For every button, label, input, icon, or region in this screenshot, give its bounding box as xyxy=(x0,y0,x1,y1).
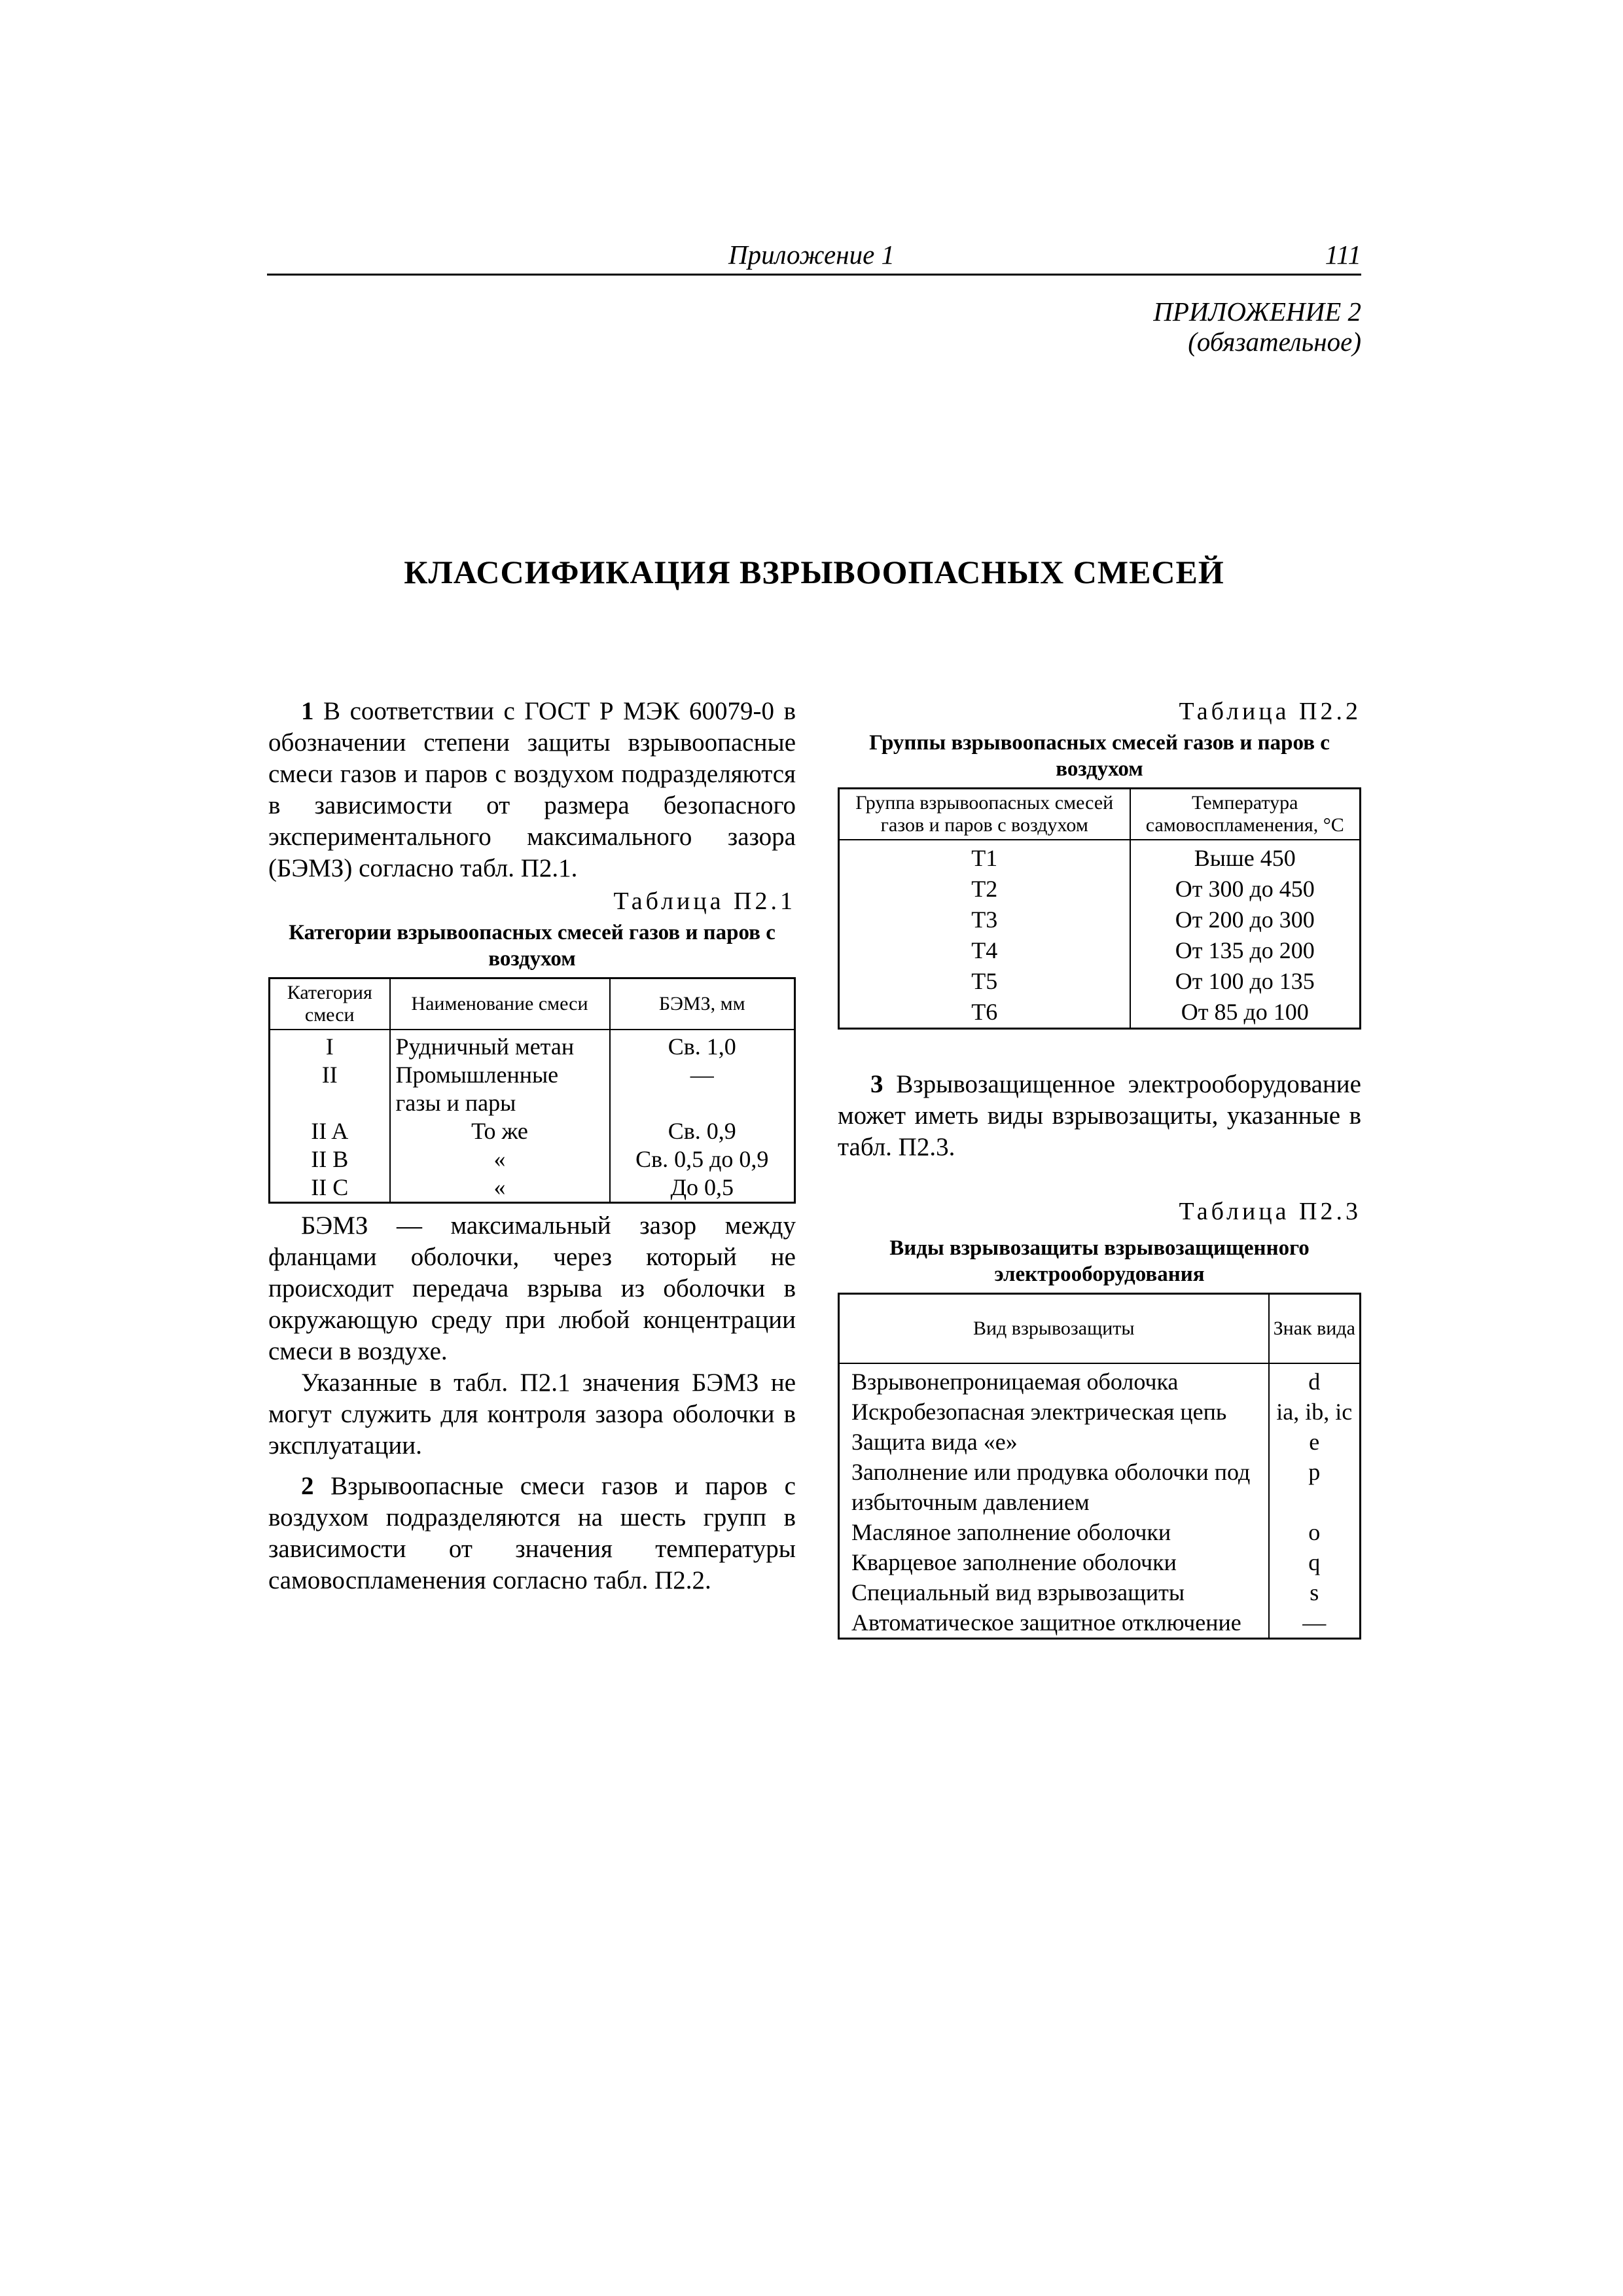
appendix-note: (обязательное) xyxy=(1188,327,1361,357)
table-cell: От 300 до 450 xyxy=(1130,874,1361,905)
table-cell: ia, ib, ic xyxy=(1269,1397,1361,1427)
table-header-cell: Категория смеси xyxy=(270,978,390,1030)
table-cell: p xyxy=(1269,1457,1361,1517)
table-cell: Кварцевое заполнение оболочки xyxy=(839,1547,1269,1577)
table-row xyxy=(839,997,1361,1029)
table-cell: От 100 до 135 xyxy=(1130,966,1361,997)
table-cell: До 0,5 xyxy=(610,1174,795,1203)
table-number: Таблица П2.2 xyxy=(1179,698,1361,725)
table-cell: — xyxy=(1269,1607,1361,1639)
header-rule xyxy=(267,274,1361,276)
table-cell: s xyxy=(1269,1577,1361,1607)
table-cell: II C xyxy=(311,1174,349,1200)
table-cell: « xyxy=(390,1174,610,1203)
table-cell: d xyxy=(1269,1363,1361,1397)
table-row xyxy=(839,1517,1361,1547)
table-p2-1 xyxy=(268,977,796,1204)
table-row xyxy=(839,905,1361,935)
appendix-title: ПРИЛОЖЕНИЕ 2 xyxy=(1153,296,1361,327)
table-cell: От 85 до 100 xyxy=(1130,997,1361,1029)
table-cell: Защита вида «е» xyxy=(839,1427,1269,1457)
paragraph-number: 2 xyxy=(301,1472,314,1500)
table-cell: T5 xyxy=(971,968,998,994)
table-cell: Рудничный метан xyxy=(390,1030,610,1061)
table-caption: Виды взрывозащиты взрывозащищенного электрооборудования xyxy=(889,1236,1310,1286)
table-cell: Масляное заполнение оболочки xyxy=(839,1517,1269,1547)
table-cell: e xyxy=(1269,1427,1361,1457)
paragraph-text: Взрывоопасные смеси газов и паров с воздухом подразделяются на шесть групп в зависимости от значения температуры самовоспламенения согласно табл. П2.2. xyxy=(268,1472,796,1594)
table-row xyxy=(270,1174,795,1203)
table-cell: Св. 0,5 до 0,9 xyxy=(610,1145,795,1174)
table-cell: T2 xyxy=(971,876,998,902)
table-row xyxy=(839,1457,1361,1517)
page-number: 111 xyxy=(1325,240,1361,270)
table-cell: Заполнение или продувка оболочки под избыточным давлением xyxy=(839,1457,1269,1517)
paragraph-2 xyxy=(268,1471,796,1596)
table-row xyxy=(839,840,1361,874)
table-p2-3 xyxy=(838,1293,1361,1640)
table-row xyxy=(839,935,1361,966)
table-row xyxy=(270,1061,795,1117)
paragraph-number: 1 xyxy=(301,697,314,725)
table-cell: Искробезопасная электрическая цепь xyxy=(839,1397,1269,1427)
paragraph-text: Взрывозащищенное электрооборудование может иметь виды взрывозащиты, указанные в табл. П2.3. xyxy=(838,1070,1361,1161)
table-row xyxy=(270,1030,795,1061)
running-title: Приложение 1 xyxy=(728,240,895,270)
table-header-cell: Знак вида xyxy=(1269,1294,1361,1364)
table-cell: T6 xyxy=(971,999,998,1025)
paragraph-3 xyxy=(838,1069,1361,1163)
table-cell: Автоматическое защитное отключение xyxy=(839,1607,1269,1639)
table-header-cell: Наименование смеси xyxy=(390,978,610,1030)
table-cell: T3 xyxy=(971,906,998,933)
table-cell: T1 xyxy=(971,845,998,871)
table-cell: II A xyxy=(311,1118,349,1144)
table-caption: Категории взрывоопасных смесей газов и паров с воздухом xyxy=(289,921,776,971)
table-cell: q xyxy=(1269,1547,1361,1577)
table-row xyxy=(839,1547,1361,1577)
table-cell: I xyxy=(325,1033,334,1060)
table-header-row xyxy=(839,1294,1361,1364)
table-caption: Группы взрывоопасных смесей газов и паров с воздухом xyxy=(869,731,1330,781)
paragraph-1 xyxy=(268,696,796,884)
paragraph-text: В соответствии с ГОСТ Р МЭК 60079-0 в обозначении степени защиты взрывоопасные смеси газов и паров с воздухом подразделяются в зависимости от размера безопасного экспериментального максимального зазора (БЭМЗ) согласно табл. П2.1. xyxy=(268,697,796,882)
table-p2-2 xyxy=(838,787,1361,1030)
table-row xyxy=(839,874,1361,905)
paragraph-number: 3 xyxy=(870,1070,883,1098)
table-header-row xyxy=(270,978,795,1030)
table-cell: От 135 до 200 xyxy=(1130,935,1361,966)
table-cell: Промышленные газы и пары xyxy=(390,1061,610,1117)
table-number: Таблица П2.3 xyxy=(1179,1198,1361,1225)
table-header-cell: Вид взрывозащиты xyxy=(839,1294,1269,1364)
table-cell: o xyxy=(1269,1517,1361,1547)
table-header-cell: Группа взрывоопасных смесей газов и паров с воздухом xyxy=(839,789,1130,840)
table-row xyxy=(270,1145,795,1174)
table-row xyxy=(839,1427,1361,1457)
table-cell: Св. 0,9 xyxy=(610,1117,795,1145)
table-cell: « xyxy=(390,1145,610,1174)
table-cell: Выше 450 xyxy=(1130,840,1361,874)
table-cell: T4 xyxy=(971,937,998,963)
right-column xyxy=(838,696,1361,1640)
left-column xyxy=(268,696,796,1596)
table-header-row xyxy=(839,789,1361,840)
table-cell: Взрывонепроницаемая оболочка xyxy=(839,1363,1269,1397)
table-row xyxy=(839,1397,1361,1427)
table-cell: II B xyxy=(311,1146,349,1172)
table-cell: II xyxy=(321,1062,338,1088)
table-row xyxy=(839,1363,1361,1397)
paragraph-bemz: БЭМЗ — максимальный зазор между фланцами оболочки, через который не происходит передача взрыва из оболочки в окружающую среду при любой концентрации смеси в воздухе. xyxy=(268,1211,796,1365)
table-cell: — xyxy=(610,1061,795,1117)
page-title: КЛАССИФИКАЦИЯ ВЗРЫВООПАСНЫХ СМЕСЕЙ xyxy=(404,554,1224,590)
table-cell: То же xyxy=(390,1117,610,1145)
table-row xyxy=(839,966,1361,997)
table-header-cell: Температура самовоспламенения, °С xyxy=(1130,789,1361,840)
table-row xyxy=(839,1607,1361,1639)
paragraph-note: Указанные в табл. П2.1 значения БЭМЗ не могут служить для контроля зазора оболочки в эксплуатации. xyxy=(268,1369,796,1460)
table-cell: Св. 1,0 xyxy=(610,1030,795,1061)
table-row xyxy=(839,1577,1361,1607)
table-row xyxy=(270,1117,795,1145)
table-header-cell: БЭМЗ, мм xyxy=(610,978,795,1030)
table-cell: Специальный вид взрывозащиты xyxy=(839,1577,1269,1607)
table-number: Таблица П2.1 xyxy=(613,888,796,915)
table-cell: От 200 до 300 xyxy=(1130,905,1361,935)
